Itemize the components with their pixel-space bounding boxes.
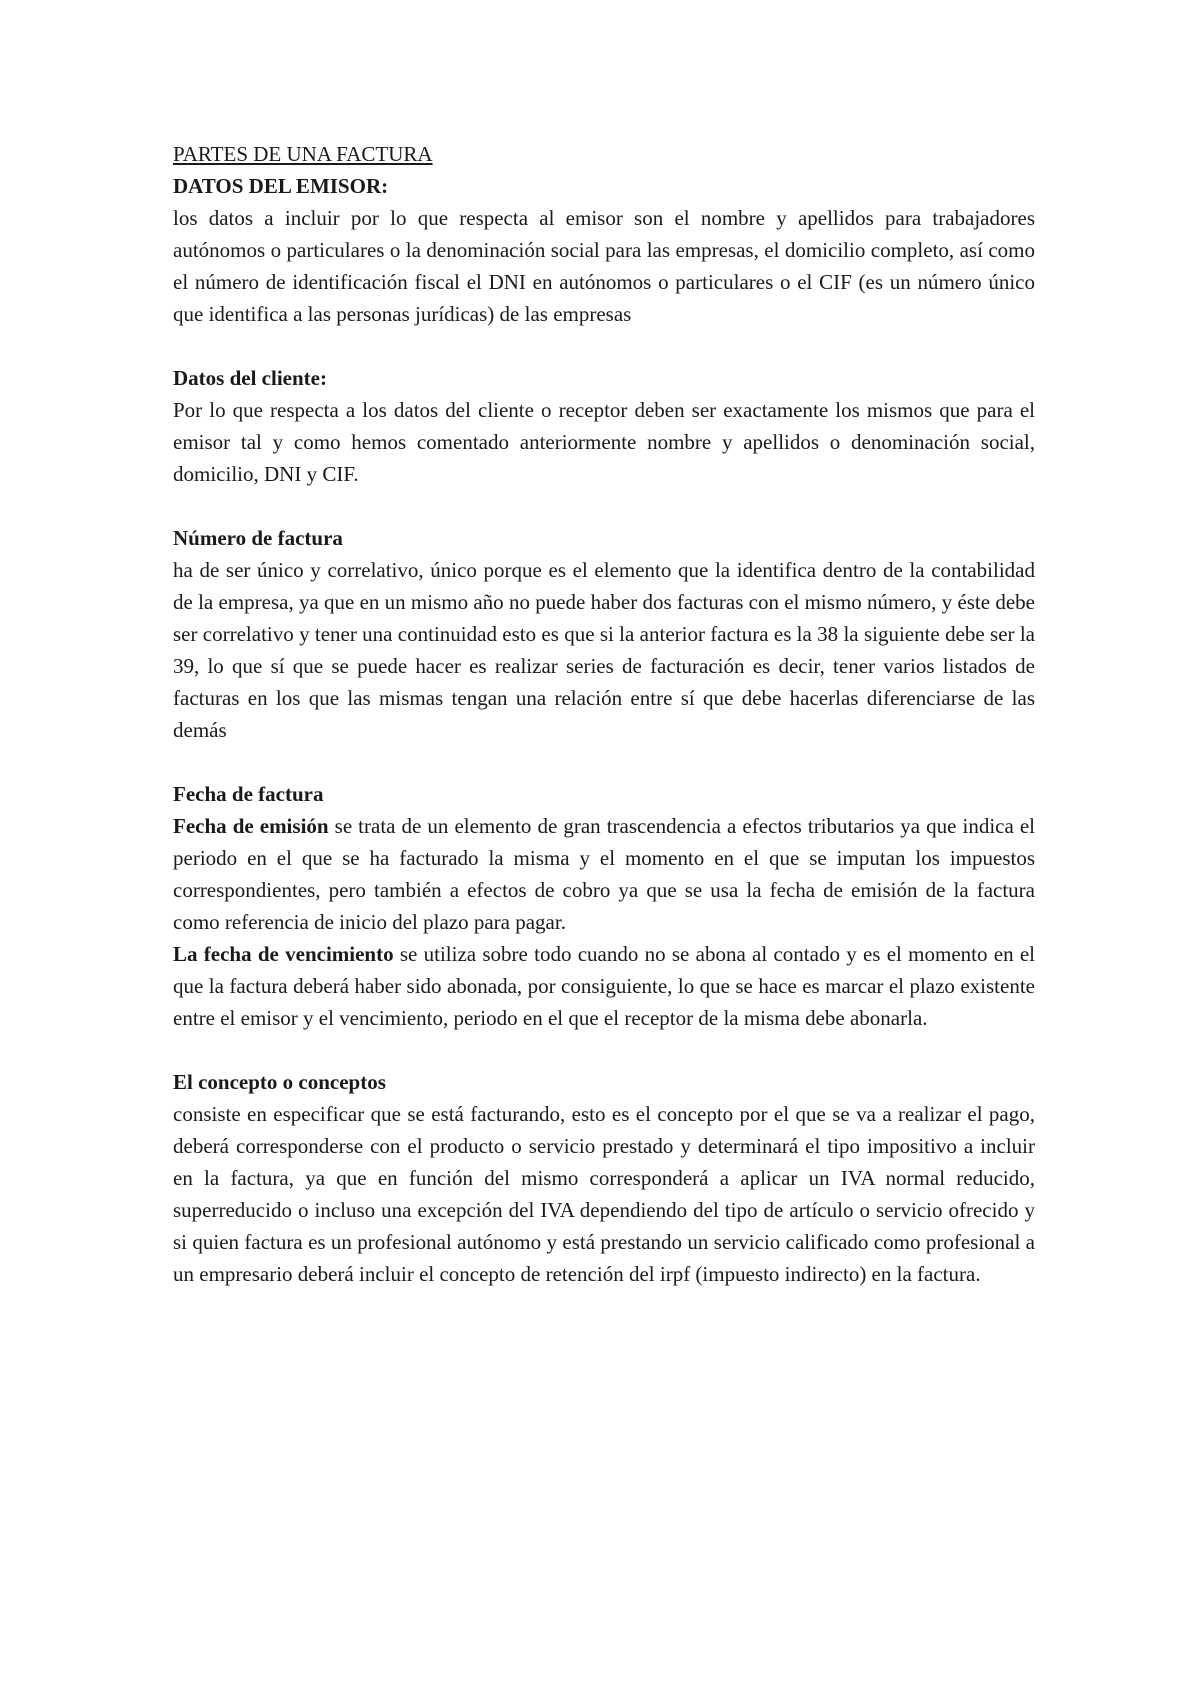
- section-heading-fecha: Fecha de factura: [173, 782, 324, 806]
- section-text-numero: ha de ser único y correlativo, único porque es el elemento que la identifica dentro de la contabilidad de la empresa, ya que en un mismo año no puede haber dos facturas con el mismo número, y éste debe ser correlativo y tener una continuidad esto es que si la anterior factura es la 38 la siguiente debe ser la 39, lo que sí que se puede hacer es realizar series de facturación es decir, tener varios listados de facturas en los que las mismas tengan una relación entre sí que debe hacerlas diferenciarse de las demás: [173, 558, 1035, 742]
- section-text-emisor: los datos a incluir por lo que respecta al emisor son el nombre y apellidos para trabajadores autónomos o particulares o la denominación social para las empresas, el domicilio completo, así como el número de identificación fiscal el DNI en autónomos o particulares o el CIF (es un número único que identifica a las personas jurídicas) de las empresas: [173, 206, 1035, 326]
- section-heading-numero: Número de factura: [173, 526, 343, 550]
- section-text-cliente: Por lo que respecta a los datos del cliente o receptor deben ser exactamente los mismos que para el emisor tal y como hemos comentado anteriormente nombre y apellidos o denominación social, domicilio, DNI y CIF.: [173, 398, 1035, 486]
- fecha-vencimiento-paragraph: [173, 938, 1035, 1034]
- fecha-emision-paragraph: [173, 810, 1035, 938]
- fecha-vencimiento-text: se utiliza sobre todo cuando no se abona al contado y es el momento en el que la factura deberá haber sido abonada, por consiguiente, lo que se hace es marcar el plazo existente entre el emisor y el vencimiento, periodo en el que el receptor de la misma debe abonarla.: [173, 942, 1035, 1030]
- section-emisor: [173, 170, 1035, 330]
- document-page: [173, 138, 1035, 1322]
- section-heading-concepto: El concepto o conceptos: [173, 1070, 386, 1094]
- fecha-vencimiento-lead: La fecha de vencimiento: [173, 942, 394, 966]
- section-heading-emisor: DATOS DEL EMISOR:: [173, 174, 389, 198]
- fecha-emision-lead: Fecha de emisión: [173, 814, 329, 838]
- section-numero: [173, 522, 1035, 746]
- section-concepto: [173, 1066, 1035, 1290]
- section-fecha: [173, 778, 1035, 1034]
- fecha-emision-text: se trata de un elemento de gran trascendencia a efectos tributarios ya que indica el periodo en el que se ha facturado la misma y el momento en el que se imputan los impuestos correspondientes, pero también a efectos de cobro ya que se usa la fecha de emisión de la factura como referencia de inicio del plazo para pagar.: [173, 814, 1036, 934]
- section-heading-cliente: Datos del cliente:: [173, 366, 327, 390]
- section-cliente: [173, 362, 1035, 490]
- document-title: PARTES DE UNA FACTURA: [173, 142, 433, 166]
- section-text-concepto: consiste en especificar que se está facturando, esto es el concepto por el que se va a realizar el pago, deberá corresponderse con el producto o servicio prestado y determinará el tipo impositivo a incluir en la factura, ya que en función del mismo corresponderá a aplicar un IVA normal reducido, superreducido o incluso una excepción del IVA dependiendo del tipo de artículo o servicio ofrecido y si quien factura es un profesional autónomo y está prestando un servicio calificado como profesional a un empresario deberá incluir el concepto de retención del irpf (impuesto indirecto) en la factura.: [173, 1102, 1035, 1286]
